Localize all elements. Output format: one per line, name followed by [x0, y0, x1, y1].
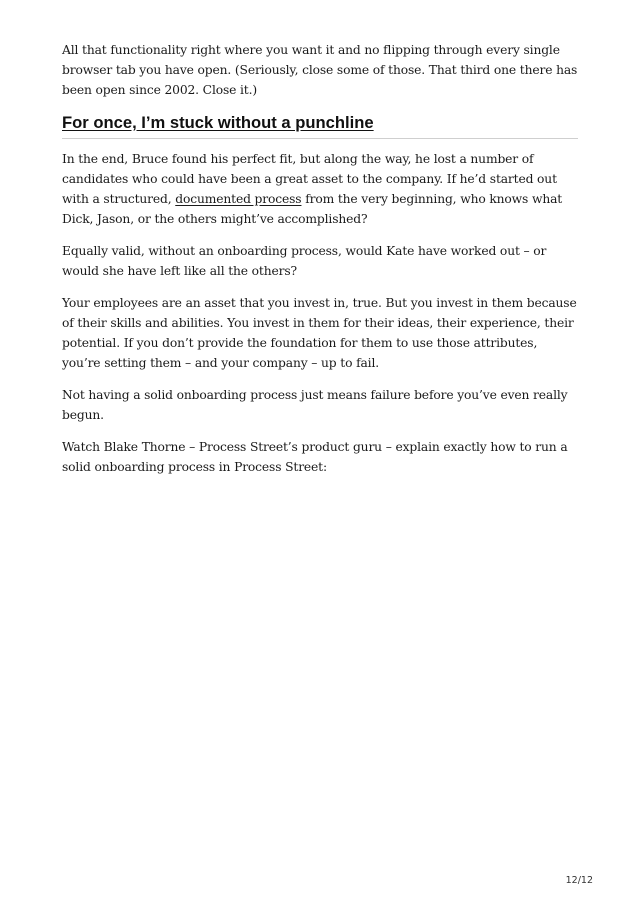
- paragraph-bruce: [62, 149, 578, 229]
- heading-divider: [62, 138, 578, 139]
- paragraph-kate: Equally valid, without an onboarding process, would Kate have worked out – or would she have left like all the others?: [62, 244, 547, 278]
- page-number: 12/12: [565, 875, 593, 886]
- paragraph-employees: Your employees are an asset that you invest in, true. But you invest in them because of their skills and abilities. You invest in them for their ideas, their experience, their potential. If you don’t provide the foundation for them to use those attributes, you’re setting them – and your company – up to fail.: [62, 296, 577, 370]
- documented-process-link[interactable]: documented process: [175, 192, 302, 206]
- document-body: [62, 40, 578, 489]
- intro-paragraph: All that functionality right where you want it and no flipping through every single browser tab you have open. (Seriously, close some of those. That third one there has been open since 2002. Close it.): [62, 43, 578, 97]
- paragraph-watch-video: Watch Blake Thorne – Process Street’s product guru – explain exactly how to run a solid onboarding process in Process Street:: [62, 440, 568, 474]
- paragraph-text: In the end, Bruce found his perfect fit, but along the way, he lost a number of candidates who could have been a great asset to the company. If he’d started out with a structured,: [62, 152, 557, 206]
- paragraph-text: from the very beginning, who knows what Dick, Jason, or the others might’ve accomplished?: [62, 192, 563, 226]
- section-heading: For once, I’m stuck without a punchline: [62, 113, 374, 132]
- paragraph-failure: Not having a solid onboarding process just means failure before you’ve even really begun.: [62, 388, 568, 422]
